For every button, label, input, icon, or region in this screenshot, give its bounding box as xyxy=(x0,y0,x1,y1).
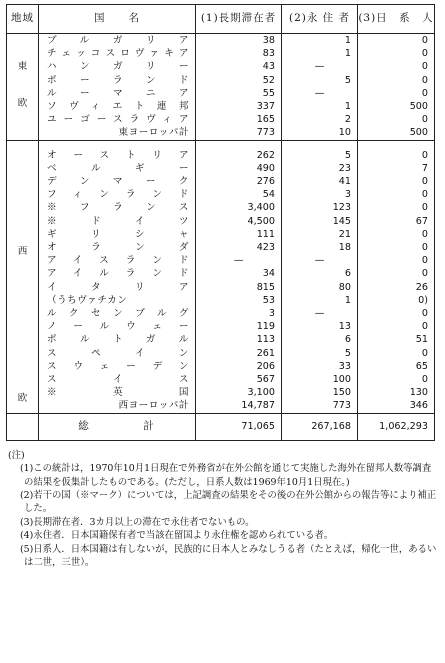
country-row xyxy=(7,162,435,175)
permanent-value: 1 xyxy=(282,100,358,113)
header-permanent: (2)永 住 者 xyxy=(282,5,358,34)
country-row xyxy=(7,113,435,126)
nikkei-value: 67 xyxy=(358,215,435,228)
permanent-value: 3 xyxy=(282,188,358,201)
country-name: ポーランド xyxy=(39,74,196,87)
permanent-value: 123 xyxy=(282,201,358,214)
country-name: ベルギー xyxy=(39,162,196,175)
nikkei-value: 26 xyxy=(358,281,435,294)
nikkei-value: 0 xyxy=(358,87,435,100)
long-stay-value: 113 xyxy=(196,333,282,346)
country-row xyxy=(7,333,435,346)
country-row xyxy=(7,228,435,241)
country-name: スイス xyxy=(39,373,196,386)
notes-heading: (注) xyxy=(8,449,25,461)
note-item: (3)長期滞在者．3カ月以上の滞在で永住者でないもの。 xyxy=(20,516,255,528)
country-name: フィンランド xyxy=(39,188,196,201)
permanent-value: 13 xyxy=(282,320,358,333)
country-row xyxy=(7,373,435,386)
country-name: オーストリア xyxy=(39,149,196,162)
long-stay-value: 119 xyxy=(196,320,282,333)
permanent-value: — xyxy=(282,254,358,267)
region-label xyxy=(7,149,39,414)
country-row xyxy=(7,74,435,87)
header-nikkei: (3)日 系 人 xyxy=(358,5,435,34)
long-stay-value: 773 xyxy=(196,126,282,140)
country-name: ポルトガル xyxy=(39,333,196,346)
nikkei-value: 0 xyxy=(358,201,435,214)
country-row xyxy=(7,188,435,201)
long-stay-value: 34 xyxy=(196,267,282,280)
grand-total-row xyxy=(7,413,435,440)
nikkei-value: 346 xyxy=(358,399,435,413)
country-name: アイルランド xyxy=(39,267,196,280)
long-stay-value: 14,787 xyxy=(196,399,282,413)
section-separator xyxy=(7,140,435,149)
long-stay-value: 52 xyxy=(196,74,282,87)
subtotal-row xyxy=(7,399,435,413)
nikkei-value: 7 xyxy=(358,162,435,175)
permanent-value: 33 xyxy=(282,360,358,373)
permanent-value: 80 xyxy=(282,281,358,294)
country-name: （うちヴァチカン xyxy=(39,294,196,307)
country-name: スペイン xyxy=(39,347,196,360)
country-row xyxy=(7,241,435,254)
long-stay-value: 83 xyxy=(196,47,282,60)
country-name: ※英国 xyxy=(39,386,196,399)
country-name: チェッコスロヴァキア xyxy=(39,47,196,60)
note-item: (4)永住者．日本国籍保有者で当該在留国より永住権を認められている者。 xyxy=(20,530,334,542)
note-item: (5)日系人．日本国籍は有しないが，民族的に日本人とみなしうる者（たとえば，帰化一世，あるいは二世，三世）。 xyxy=(20,543,437,568)
long-stay-value: 261 xyxy=(196,347,282,360)
permanent-value: 1 xyxy=(282,47,358,60)
west-europe-section xyxy=(7,140,435,413)
nikkei-value: 0 xyxy=(358,113,435,126)
nikkei-value: 0 xyxy=(358,307,435,320)
long-stay-value: 337 xyxy=(196,100,282,113)
permanent-value: 145 xyxy=(282,215,358,228)
permanent-value: 5 xyxy=(282,74,358,87)
country-row xyxy=(7,386,435,399)
country-row xyxy=(7,347,435,360)
nikkei-value: 0 xyxy=(358,60,435,73)
nikkei-value: 0 xyxy=(358,320,435,333)
long-stay-value: 43 xyxy=(196,60,282,73)
nikkei-value: 0 xyxy=(358,188,435,201)
subtotal-label: 東ヨーロッパ計 xyxy=(39,126,196,140)
nikkei-value: 0 xyxy=(358,228,435,241)
notes xyxy=(6,449,439,570)
long-stay-value: 4,500 xyxy=(196,215,282,228)
grand-total-nikkei: 1,062,293 xyxy=(358,413,435,440)
country-row xyxy=(7,307,435,320)
region-label xyxy=(7,34,39,141)
nikkei-value: 51 xyxy=(358,333,435,346)
nikkei-value: 130 xyxy=(358,386,435,399)
header-country: 国 名 xyxy=(39,5,196,34)
country-row xyxy=(7,360,435,373)
header-long-stay: (1)長期滞在者 xyxy=(196,5,282,34)
country-row xyxy=(7,100,435,113)
permanent-value: 773 xyxy=(282,399,358,413)
country-row xyxy=(7,254,435,267)
country-row xyxy=(7,281,435,294)
grand-total-permanent: 267,168 xyxy=(282,413,358,440)
permanent-value: 41 xyxy=(282,175,358,188)
country-name: ギリシャ xyxy=(39,228,196,241)
country-name: オランダ xyxy=(39,241,196,254)
note-item: (2)若干の国（※マーク）については，上記調査の結果をその後の在外公館からの報告等により補正した。 xyxy=(20,489,437,515)
permanent-value: 6 xyxy=(282,267,358,280)
nikkei-value: 0) xyxy=(358,294,435,307)
country-row xyxy=(7,320,435,333)
country-name: ノールウェー xyxy=(39,320,196,333)
country-row xyxy=(7,87,435,100)
notes-list xyxy=(6,462,439,569)
long-stay-value: 276 xyxy=(196,175,282,188)
region-char: 欧 xyxy=(17,98,28,110)
permanent-value: — xyxy=(282,60,358,73)
long-stay-value: 111 xyxy=(196,228,282,241)
nikkei-value: 0 xyxy=(358,34,435,48)
nikkei-value: 500 xyxy=(358,100,435,113)
permanent-value: 5 xyxy=(282,149,358,162)
note-item: (1)この統計は，1970年10月1日現在で外務省が在外公館を通じて実施した海外在留邦人数等調査の結果を仮集計したものである。(ただし，日系人数は1969年10月1日現在。) xyxy=(20,463,432,488)
permanent-value: 5 xyxy=(282,347,358,360)
country-name: ルクセンブルグ xyxy=(39,307,196,320)
permanent-value: — xyxy=(282,307,358,320)
country-row xyxy=(7,267,435,280)
long-stay-value: — xyxy=(196,254,282,267)
permanent-value: 1 xyxy=(282,294,358,307)
country-row xyxy=(7,149,435,162)
long-stay-value: 3 xyxy=(196,307,282,320)
country-row xyxy=(7,34,435,48)
long-stay-value: 165 xyxy=(196,113,282,126)
country-row xyxy=(7,215,435,228)
nikkei-value: 0 xyxy=(358,74,435,87)
nikkei-value: 0 xyxy=(358,254,435,267)
region-char: 欧 xyxy=(17,392,28,404)
country-name: ルーマニア xyxy=(39,87,196,100)
permanent-value: 100 xyxy=(282,373,358,386)
permanent-value: 150 xyxy=(282,386,358,399)
permanent-value: 18 xyxy=(282,241,358,254)
long-stay-value: 490 xyxy=(196,162,282,175)
long-stay-value: 54 xyxy=(196,188,282,201)
country-row xyxy=(7,294,435,307)
country-name: ユーゴースラヴィア xyxy=(39,113,196,126)
document xyxy=(6,4,439,569)
header-row xyxy=(7,5,435,34)
nikkei-value: 0 xyxy=(358,47,435,60)
long-stay-value: 55 xyxy=(196,87,282,100)
permanent-value: 10 xyxy=(282,126,358,140)
permanent-value: 21 xyxy=(282,228,358,241)
country-name: デンマーク xyxy=(39,175,196,188)
country-name: ブルガリア xyxy=(39,34,196,48)
permanent-value: 6 xyxy=(282,333,358,346)
country-name: スウェーデン xyxy=(39,360,196,373)
nikkei-value: 0 xyxy=(358,267,435,280)
east-europe-section xyxy=(7,34,435,141)
long-stay-value: 206 xyxy=(196,360,282,373)
long-stay-value: 3,400 xyxy=(196,201,282,214)
grand-total-long: 71,065 xyxy=(196,413,282,440)
country-row xyxy=(7,175,435,188)
nikkei-value: 0 xyxy=(358,175,435,188)
subtotal-row xyxy=(7,126,435,140)
country-name: ハンガリー xyxy=(39,60,196,73)
country-row xyxy=(7,201,435,214)
long-stay-value: 3,100 xyxy=(196,386,282,399)
permanent-value: 23 xyxy=(282,162,358,175)
permanent-value: 1 xyxy=(282,34,358,48)
nikkei-value: 65 xyxy=(358,360,435,373)
nikkei-value: 0 xyxy=(358,241,435,254)
long-stay-value: 53 xyxy=(196,294,282,307)
country-row xyxy=(7,47,435,60)
country-name: ※ドイツ xyxy=(39,215,196,228)
nikkei-value: 0 xyxy=(358,149,435,162)
grand-total-label: 総 計 xyxy=(39,413,196,440)
country-name: ソヴィエト連邦 xyxy=(39,100,196,113)
long-stay-value: 423 xyxy=(196,241,282,254)
subtotal-label: 西ヨーロッパ計 xyxy=(39,399,196,413)
country-name: イタリア xyxy=(39,281,196,294)
nikkei-value: 0 xyxy=(358,373,435,386)
long-stay-value: 567 xyxy=(196,373,282,386)
long-stay-value: 38 xyxy=(196,34,282,48)
region-char: 東 xyxy=(17,61,28,72)
nikkei-value: 0 xyxy=(358,347,435,360)
country-name: アイスランド xyxy=(39,254,196,267)
header-region: 地域 xyxy=(7,5,39,34)
statistics-table xyxy=(6,4,435,441)
long-stay-value: 815 xyxy=(196,281,282,294)
region-char: 西 xyxy=(17,245,28,257)
permanent-value: 2 xyxy=(282,113,358,126)
nikkei-value: 500 xyxy=(358,126,435,140)
country-name: ※フランス xyxy=(39,201,196,214)
country-row xyxy=(7,60,435,73)
long-stay-value: 262 xyxy=(196,149,282,162)
permanent-value: — xyxy=(282,87,358,100)
